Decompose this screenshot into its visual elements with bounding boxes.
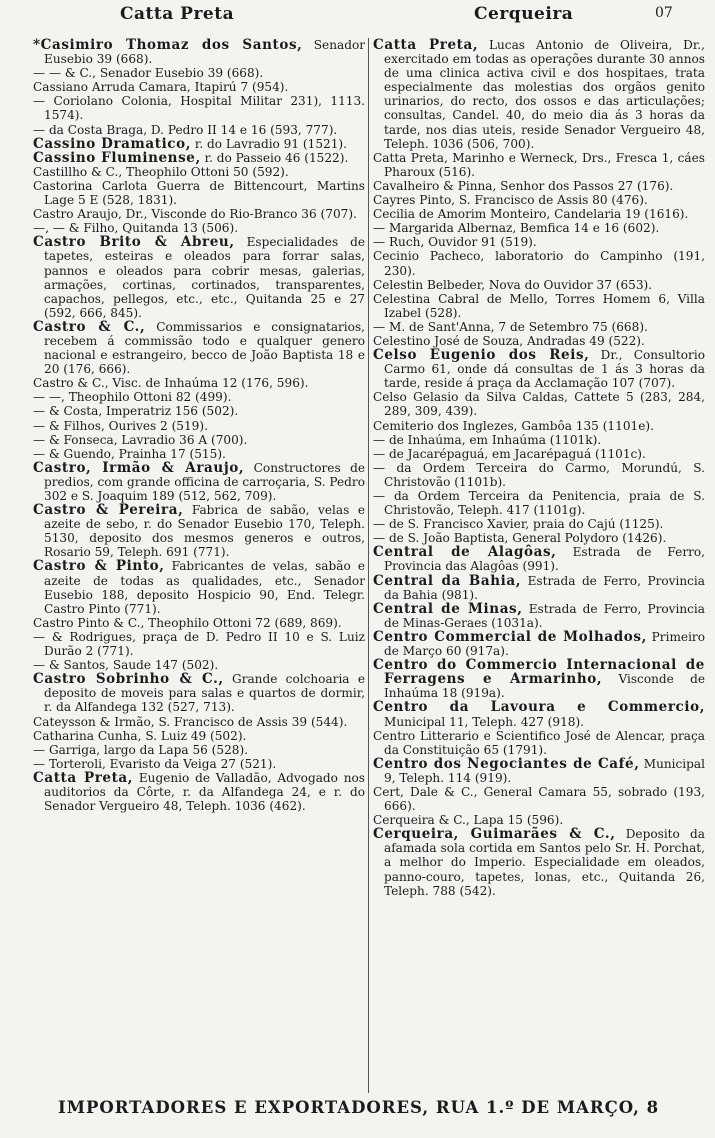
entry-text: Grande colchoaria e deposito de moveis para salas e quartos de dormir, r. da Alfandega 132 (527, 713). [44, 672, 365, 715]
directory-entry [33, 235, 365, 320]
entry-text: Municipal 11, Teleph. 427 (918). [384, 714, 585, 729]
page-header [0, 2, 715, 26]
entry-name: Centro Commercial de Molhados, [373, 628, 647, 645]
directory-entry [33, 165, 365, 179]
entry-text: — Torteroli, Evaristo da Veiga 27 (521). [33, 756, 277, 771]
directory-entry [373, 278, 705, 292]
entry-name: Castro Brito & Abreu, [33, 234, 235, 251]
entry-text: Castillho & C., Theophilo Ottoni 50 (592). [33, 164, 289, 179]
directory-entry [33, 419, 365, 433]
entry-text: Cert, Dale & C., General Camara 55, sobrado (193, 666). [373, 784, 705, 814]
entry-text: — Garriga, largo da Lapa 56 (528). [33, 742, 249, 757]
entry-name: Centro do Commercio Internacional de Ferragens e Armarinho, [373, 657, 705, 688]
directory-entry [33, 207, 365, 221]
entry-text: Cecilia de Amorim Monteiro, Candelaria 19 (1616). [373, 207, 689, 222]
entry-text: Cemiterio dos Inglezes, Gambôa 135 (1101e). [373, 418, 654, 433]
entry-text: Castro & C., Visc. de Inhaúma 12 (176, 596). [33, 376, 309, 391]
entry-text: Estrada de Ferro, Provincia de Minas-Geraes (1031a). [384, 601, 705, 630]
entry-text: Deposito da afamada sola cortida em Santos pelo Sr. H. Porchat, a melhor do Imperio. Especialidade em oleados, panno-couro, tapetes, lonas, etc., Quitanda 26, Teleph. 788 (542). [384, 827, 705, 898]
entry-text: Fabricantes de velas, sabão e azeite de todas as qualidades, etc., Senador Eusebio 188, deposito Hospicio 90, End. Telegr. Castro Pinto (771). [44, 559, 365, 616]
entry-text: Estrada de Ferro, Provincia da Bahia (981). [384, 573, 705, 602]
entry-name: Castro, Irmão & Araujo, [33, 459, 245, 476]
entry-text: Celestina Cabral de Mello, Torres Homem 6, Villa Izabel (528). [373, 291, 705, 320]
right-column [368, 38, 705, 1093]
directory-entry [33, 715, 365, 729]
entry-text: — da Ordem Terceira da Penitencia, praia de S. Christovão, Teleph. 417 (1101g). [373, 489, 705, 518]
entry-text: Cecinio Pacheco, laboratorio do Campinho (191, 230). [373, 249, 705, 278]
entry-name: Central de Minas, [373, 600, 523, 617]
entry-text: Cassiano Arruda Camara, Itapirú 7 (954). [33, 80, 289, 95]
entry-text: — & Filhos, Ourives 2 (519). [33, 418, 208, 433]
entry-name: Catta Preta, [33, 769, 134, 786]
entry-text: Dr., Consultorio Carmo 61, onde dá consultas de 1 ás 3 horas da tarde, reside á praça da Acclamação 107 (707). [384, 348, 705, 391]
entry-text: — da Ordem Terceira do Carmo, Morundú, S. Christovão (1101b). [373, 460, 705, 489]
entry-text: Centro Litterario e Scientifico José de Alencar, praça da Constituição 65 (1791). [373, 728, 705, 757]
directory-entry [33, 447, 365, 461]
directory-entry [373, 489, 705, 517]
directory-entry [373, 827, 705, 897]
entry-text: — & Costa, Imperatriz 156 (502). [33, 404, 239, 419]
directory-entry [373, 602, 705, 630]
directory-entry [373, 179, 705, 193]
entry-text: Cayres Pinto, S. Francisco de Assis 80 (476). [373, 193, 648, 208]
page-footer-advert: IMPORTADORES E EXPORTADORES, RUA 1.º DE MARÇO, 8 [58, 1098, 660, 1117]
header-left-keyword: Catta Preta [120, 4, 235, 24]
directory-entry [33, 38, 365, 66]
entry-text: Castro Pinto & C., Theophilo Ottoni 72 (689, 869). [33, 615, 342, 630]
entry-text: Cerqueira & C., Lapa 15 (596). [373, 813, 564, 828]
entry-text: — Ruch, Ouvidor 91 (519). [373, 235, 537, 250]
directory-entry [373, 235, 705, 249]
entry-name: Castro Sobrinho & C., [33, 671, 224, 688]
entry-text: Celestin Belbeder, Nova do Ouvidor 37 (653). [373, 277, 653, 292]
entry-text: Celestino José de Souza, Andradas 49 (522). [373, 333, 645, 348]
entry-text: Cavalheiro & Pinna, Senhor dos Passos 27 (176). [373, 178, 674, 193]
entry-name: Castro & C., [33, 318, 146, 335]
directory-entry [373, 813, 705, 827]
directory-entry [373, 531, 705, 545]
entry-text: Estrada de Ferro, Provincia das Alagôas (991). [384, 545, 705, 574]
entry-text: Fabrica de sabão, velas e azeite de sebo, r. do Senador Eusebio 170, Teleph. 5130, deposito dos mesmos generos e outros, Rosario 59, Teleph. 691 (771). [44, 503, 365, 560]
entry-name: Celso Eugenio dos Reis, [373, 347, 590, 364]
directory-entry [373, 447, 705, 461]
directory-entry [33, 376, 365, 390]
directory-entry [373, 574, 705, 602]
entry-text: — da Costa Braga, D. Pedro II 14 e 16 (593, 777). [33, 122, 338, 137]
entry-text: r. do Passeio 46 (1522). [200, 150, 349, 165]
entry-name: *Casimiro Thomaz dos Santos, [33, 38, 303, 53]
entry-name: Cassino Dramatico, [33, 135, 192, 152]
directory-entry [373, 390, 705, 418]
entry-text: — de Inhaúma, em Inhaúma (1101k). [373, 432, 602, 447]
directory-entry [33, 433, 365, 447]
directory-entry [33, 616, 365, 630]
directory-entry [33, 137, 365, 151]
directory-entry [373, 151, 705, 179]
entry-text: Celso Gelasio da Silva Caldas, Cattete 5 (283, 284, 289, 309, 439). [373, 390, 705, 419]
entry-text: Visconde de Inhaúma 18 (919a). [384, 672, 705, 701]
entry-text: Castro Araujo, Dr., Visconde do Rio-Branco 36 (707). [33, 207, 357, 222]
directory-entry [373, 700, 705, 728]
directory-entry [373, 658, 705, 700]
entry-name: Centro da Lavoura e Commercio, [373, 699, 705, 716]
directory-entry [33, 729, 365, 743]
entry-text: Catharina Cunha, S. Luiz 49 (502). [33, 728, 247, 743]
directory-entry [33, 221, 365, 235]
entry-text: — & Fonseca, Lavradio 36 A (700). [33, 432, 248, 447]
entry-text: Municipal 9, Teleph. 114 (919). [384, 756, 705, 785]
directory-entry [33, 94, 365, 122]
directory-entry [33, 771, 365, 813]
entry-text: — & Guendo, Prainha 17 (515). [33, 446, 226, 461]
directory-entry [33, 658, 365, 672]
entry-text: — — & C., Senador Eusebio 39 (668). [33, 66, 264, 81]
entry-text: — —, Theophilo Ottoni 82 (499). [33, 390, 232, 405]
directory-entry [33, 151, 365, 165]
directory-entry [373, 729, 705, 757]
directory-entry [373, 249, 705, 277]
directory-entry [33, 404, 365, 418]
left-column [33, 38, 365, 1093]
directory-entry [373, 757, 705, 785]
directory-entry [33, 80, 365, 94]
entry-text: Castorina Carlota Guerra de Bittencourt, Martins Lage 5 E (528, 1831). [33, 178, 365, 208]
directory-entry [33, 461, 365, 503]
directory-entry [33, 743, 365, 757]
entry-text: — Coriolano Colonia, Hospital Militar 231), 1113. 1574). [33, 94, 365, 123]
directory-entry [373, 348, 705, 390]
entry-name: Castro & Pinto, [33, 558, 165, 575]
directory-entry [373, 545, 705, 573]
entry-text: Especialidades de tapetes, esteiras e oleados para forrar salas, pannos e oleados para cobrir mesas, galerias, armações, cortinas, cortinados, transparentes, capachos, pellegos, etc., etc., Quitanda 25 e 27 (592, 666, 845). [44, 235, 365, 320]
page-number: 07 [655, 5, 673, 21]
directory-entry [373, 433, 705, 447]
directory-entry [33, 123, 365, 137]
directory-entry [373, 207, 705, 221]
directory-entry [373, 419, 705, 433]
entry-text: Cateysson & Irmão, S. Francisco de Assis 39 (544). [33, 714, 348, 729]
directory-entry [373, 461, 705, 489]
directory-entry [33, 66, 365, 80]
entry-text: Primeiro de Março 60 (917a). [384, 629, 705, 659]
directory-entry [33, 672, 365, 714]
directory-entry [33, 179, 365, 207]
directory-entry [373, 630, 705, 658]
entry-name: Castro & Pereira, [33, 502, 184, 519]
directory-entry [33, 503, 365, 559]
entry-name: Central de Alagôas, [373, 544, 557, 561]
directory-entry [373, 334, 705, 348]
entry-text: — de S. João Baptista, General Polydoro (1426). [373, 531, 667, 546]
entry-text: — & Rodrigues, praça de D. Pedro II 10 e S. Luiz Durão 2 (771). [33, 629, 365, 659]
entry-name: Cassino Fluminense, [33, 149, 201, 166]
entry-text: Commissarios e consignatarios, recebem á commissão todo e qualquer genero nacional e estrangeiro, becco de João Baptista 18 e 20 (176, 666). [44, 319, 365, 377]
directory-entry [373, 193, 705, 207]
entry-text: — de S. Francisco Xavier, praia do Cajú (1125). [373, 517, 664, 532]
entry-text: — & Santos, Saude 147 (502). [33, 658, 219, 673]
directory-entry [33, 559, 365, 615]
entry-text: —, — & Filho, Quitanda 13 (506). [33, 221, 239, 236]
entry-text: — Margarida Albernaz, Bemfica 14 e 16 (602). [373, 221, 660, 236]
entry-text: — de Jacarépaguá, em Jacarépaguá (1101c). [373, 446, 646, 461]
entry-name: Centro dos Negociantes de Café, [373, 755, 640, 772]
directory-entry [33, 390, 365, 404]
entry-name: Cerqueira, Guimarães & C., [373, 826, 616, 843]
directory-entry [33, 757, 365, 771]
entry-text: r. do Lavradio 91 (1521). [191, 136, 347, 151]
entry-name: Catta Preta, [373, 38, 479, 53]
entry-text: Constructores de predios, com grande officina de carroçaria, S. Pedro 302 e S. Joaquim 189 (512, 562, 709). [44, 460, 365, 503]
entry-text: Lucas Antonio de Oliveira, Dr., exercitado em todas as operações durante 30 annos de uma clinica activa civil e dos hospitaes, trata especialmente das molestias dos orgãos genito urinarios, do recto, dos ossos e das articulações; consultas, Candel. 40, do meio dia ás 3 horas da tarde, nos dias uteis, reside Senador Vergueiro 48, Teleph. 1036 (506, 700). [384, 38, 705, 151]
directory-entry [33, 630, 365, 658]
directory-entry [373, 221, 705, 235]
directory-entry [33, 320, 365, 376]
entry-text: — M. de Sant'Anna, 7 de Setembro 75 (668). [373, 319, 648, 334]
directory-entry [373, 292, 705, 320]
entry-text: Eugenio de Valladão, Advogado nos auditorios da Côrte, r. da Alfandega 24, e r. do Senador Vergueiro 48, Teleph. 1036 (462). [44, 770, 365, 814]
directory-entry [373, 320, 705, 334]
entry-text: Catta Preta, Marinho e Werneck, Drs., Fresca 1, cáes Pharoux (516). [373, 150, 705, 179]
header-right-keyword: Cerqueira [474, 4, 574, 24]
entry-name: Central da Bahia, [373, 572, 522, 589]
directory-entry [373, 517, 705, 531]
directory-entry [373, 785, 705, 813]
directory-entry [373, 38, 705, 151]
entry-text: Senador Eusebio 39 (668). [44, 38, 365, 67]
